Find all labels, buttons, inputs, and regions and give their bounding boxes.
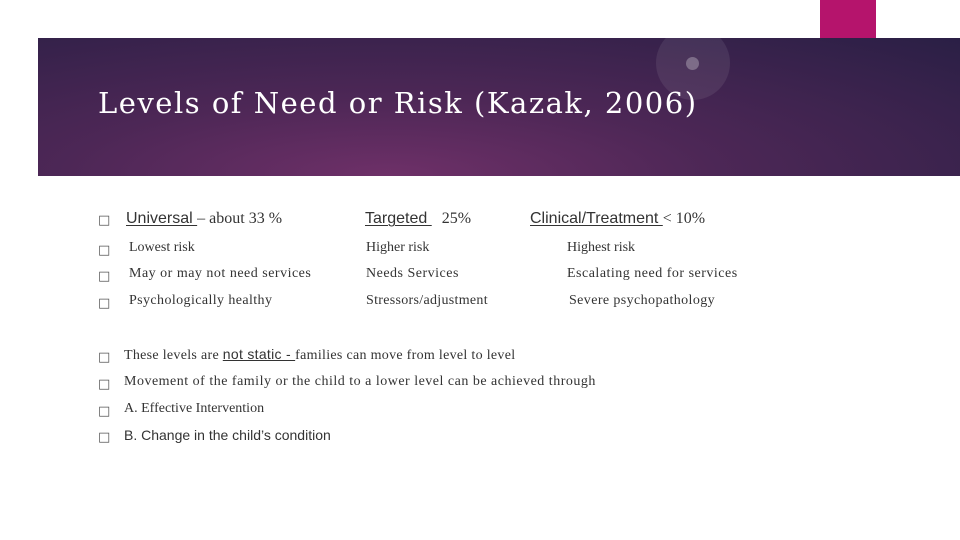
universal-services: May or may not need services — [129, 266, 312, 281]
targeted-health: Stressors/adjustment — [366, 293, 488, 308]
clinical-label: Clinical/Treatment — [530, 210, 663, 227]
bullet-icon: □ — [98, 430, 111, 445]
targeted-label: Targeted — [365, 210, 432, 227]
clinical-header — [530, 210, 705, 228]
bullet-icon: □ — [98, 213, 111, 228]
note-condition: B. Change in the child’s condition — [124, 427, 331, 443]
note-not-static-emphasis: not static - — [222, 346, 296, 362]
targeted-header — [365, 210, 471, 228]
clinical-risk: Highest risk — [567, 240, 636, 255]
targeted-risk: Higher risk — [366, 240, 430, 255]
universal-header — [126, 210, 282, 228]
universal-label: Universal — [126, 210, 198, 227]
slide-title: Levels of Need or Risk (Kazak, 2006) — [98, 86, 698, 120]
clinical-health: Severe psychopathology — [569, 293, 716, 308]
clinical-share: < 10% — [662, 210, 706, 227]
note-not-static-prefix: These levels are — [124, 348, 223, 363]
targeted-services: Needs Services — [366, 266, 459, 281]
decorative-dot — [686, 57, 699, 70]
universal-health: Psychologically healthy — [129, 293, 273, 308]
bullet-icon: □ — [98, 243, 111, 258]
bullet-icon: □ — [98, 296, 111, 311]
bullet-icon: □ — [98, 404, 111, 419]
universal-share: – about 33 % — [197, 210, 283, 227]
targeted-share: 25% — [441, 210, 472, 227]
clinical-services: Escalating need for services — [567, 266, 738, 281]
note-movement: Movement of the family or the child to a lower level can be achieved through — [124, 374, 596, 389]
note-not-static — [124, 346, 515, 364]
note-not-static-suffix: families can move from level to level — [295, 348, 516, 363]
note-intervention: A. Effective Intervention — [124, 401, 265, 416]
bullet-icon: □ — [98, 377, 111, 392]
bullet-icon: □ — [98, 269, 111, 284]
bullet-icon: □ — [98, 350, 111, 365]
universal-risk: Lowest risk — [129, 240, 195, 255]
